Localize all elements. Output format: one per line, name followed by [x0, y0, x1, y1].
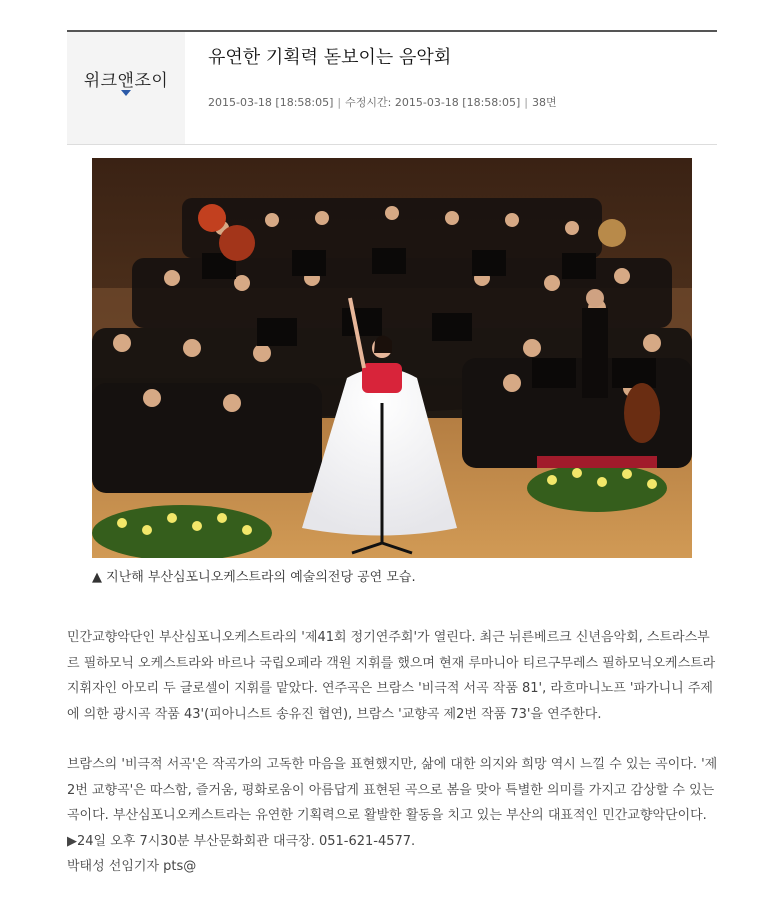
byline: 박태성 선임기자 pts@: [67, 859, 197, 874]
article-meta: [208, 94, 557, 110]
section-name[interactable]: 위크앤조이: [83, 71, 169, 91]
chevron-down-icon[interactable]: [121, 90, 131, 96]
article-title: 유연한 기획력 돋보이는 음악회: [208, 47, 452, 68]
published-time: 2015-03-18 [18:58:05]: [208, 96, 334, 109]
meta-separator: |: [524, 96, 528, 109]
section-box[interactable]: [67, 32, 185, 144]
modified-label: 수정시간:: [345, 96, 392, 109]
modified-time: 2015-03-18 [18:58:05]: [394, 96, 521, 109]
photo-caption: ▲ 지난해 부산심포니오케스트라의 예술의전당 공연 모습.: [92, 570, 416, 585]
article-paragraph: 민간교향악단인 부산심포니오케스트라의 '제41회 정기연주회'가 열린다. 최근 뉘른베르크 신년음악회, 스트라스부르 필하모닉 오케스트라와 바르나 국립오페라 객원 지휘를 했으며 현재 루마니아 티르구무레스 필하모닉오케스트라 지휘자인 아모리 두 글로셀이 지휘를 맡았다. 연주곡은 브람스 '비극적 서곡 작품 81', 라흐마니노프 '파가니니 주제에 의한 광시곡 작품 43'(피아니스트 송유진 협연), 브람스 '교향곡 제2번 작품 73'을 연주한다.: [67, 630, 716, 722]
meta-separator: |: [337, 96, 342, 109]
article-photo: [92, 158, 692, 558]
article-body: [67, 625, 719, 880]
concert-photo-illustration: [92, 158, 692, 558]
article-header: [67, 30, 717, 145]
page-reference: 38면: [532, 96, 557, 109]
article-paragraph: 브람스의 '비극적 서곡'은 작곡가의 고독한 마음을 표현했지만, 삶에 대한 의지와 희망 역시 느낄 수 있는 곡이다. '제2번 교향곡'은 따스함, 즐거움, 평화로움이 아름답게 표현된 곡으로 봄을 맞아 특별한 의미를 가지고 감상할 수 있는 곡이다. 부산심포니오케스트라는 유연한 기획력으로 활발한 활동을 치고 있는 부산의 대표적인 민간교향악단이다. ▶24일 오후 7시30분 부산문화회관 대극장. 051-621-4577.: [67, 757, 718, 849]
